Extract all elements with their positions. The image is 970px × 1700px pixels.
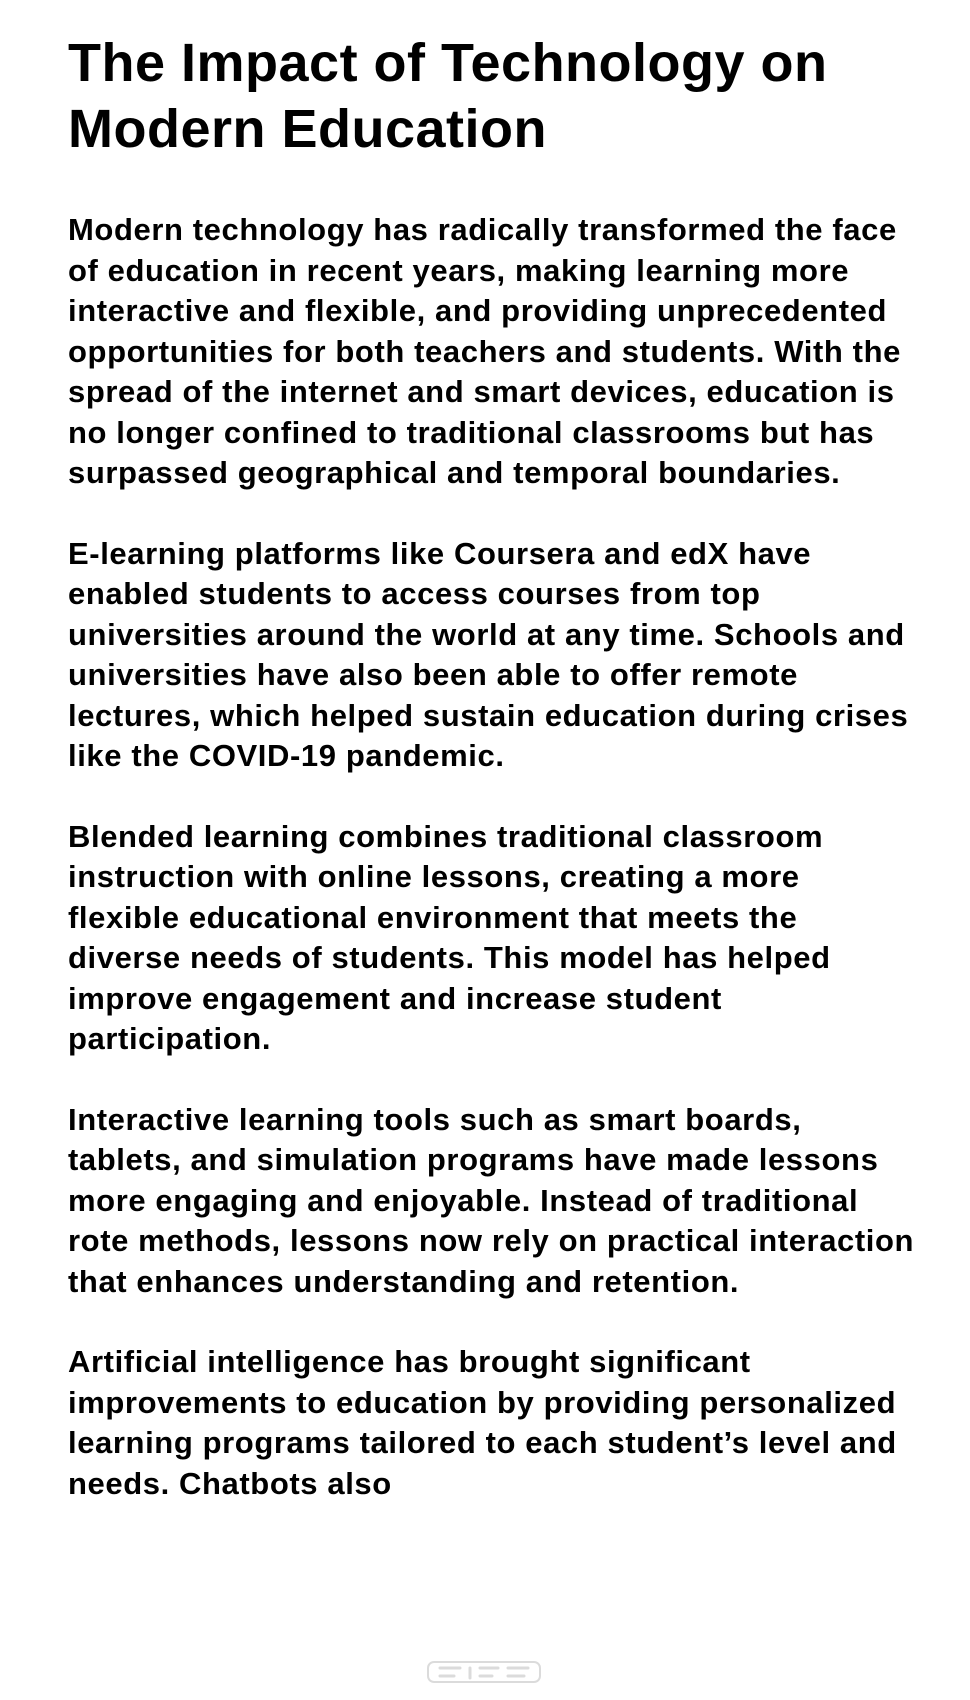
article-paragraph-2: E-learning platforms like Coursera and edX have enabled students to access courses from top universities around the world at any time. Schools and universities have also been able to offer remote lectures, which helped sustain education during crises like the COVID-19 pandemic. (68, 535, 909, 773)
article-paragraph-1: Modern technology has radically transformed the face of education in recent years, making learning more interactive and flexible, and providing unprecedented opportunities for both teachers and students. With the spread of the internet and smart devices, education is no longer confined to traditional classrooms but has surpassed geographical and temporal boundaries. (68, 212, 901, 490)
article-paragraph-5: Artificial intelligence has brought significant improvements to education by providing personalized learning programs tailored to each student’s level and needs. Chatbots also (68, 1344, 897, 1501)
article (68, 30, 918, 1544)
article-paragraph-4: Interactive learning tools such as smart boards, tablets, and simulation programs have made lessons more engaging and enjoyable. Instead of traditional rote methods, lessons now rely on practical interaction that enhances understanding and retention. (68, 1101, 915, 1299)
article-title: The Impact of Technology on Modern Education (68, 33, 828, 159)
watermark-logo-icon (426, 1656, 542, 1686)
article-paragraph-3: Blended learning combines traditional classroom instruction with online lessons, creating a more flexible educational environment that meets the diverse needs of students. This model has helped improve engagement and increase student participation. (68, 818, 831, 1056)
